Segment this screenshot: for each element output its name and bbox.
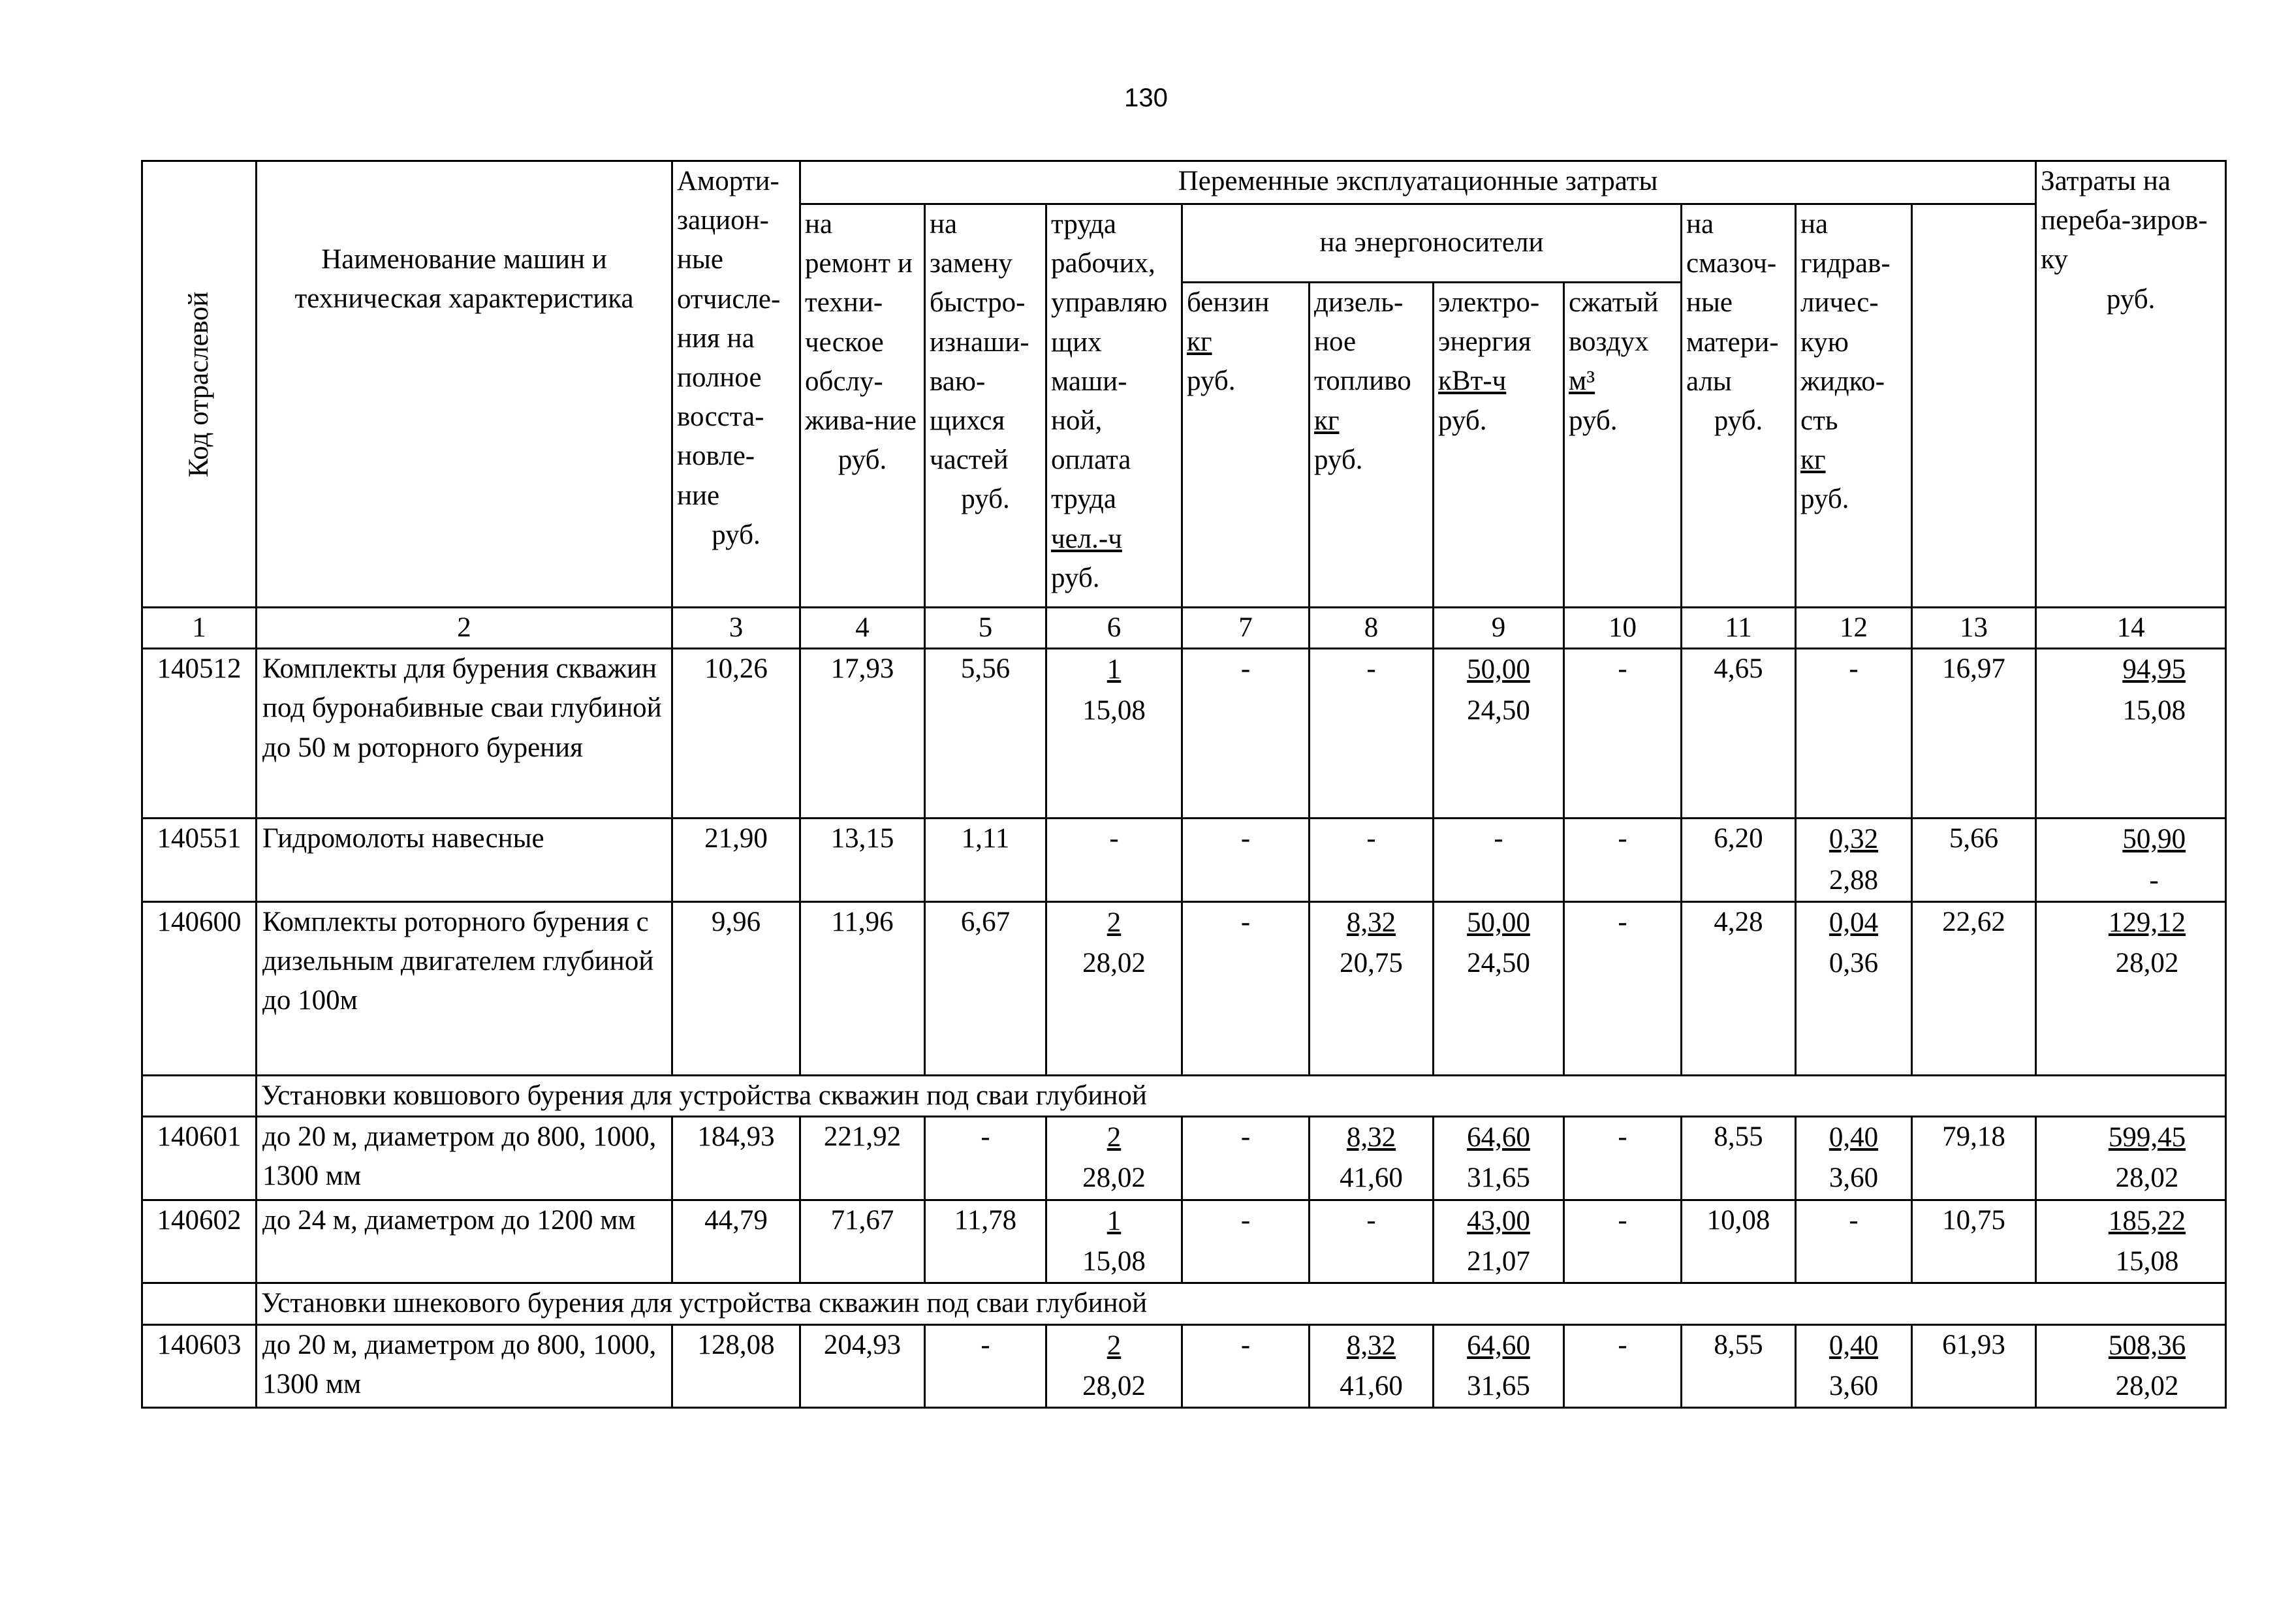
table-row <box>142 649 2226 819</box>
amortization: 128,08 <box>672 1324 800 1408</box>
column-number: 2 <box>257 608 672 649</box>
compressed-air: - <box>1564 1200 1682 1283</box>
header-name: Наименование машин и техническая характеристика <box>257 161 672 608</box>
table-row <box>142 1324 2226 1408</box>
column-number: 8 <box>1310 608 1434 649</box>
column-number: 14 <box>2036 608 2226 649</box>
parts-replacement: - <box>925 1324 1046 1408</box>
relocation-cost: 22,62 <box>1912 901 2036 1075</box>
column-number: 1 <box>142 608 257 649</box>
group-heading: Установки шнекового бурения для устройства скважин под сваи глубиной <box>257 1283 2226 1324</box>
petrol: - <box>1182 819 1310 902</box>
header-lubricant: на смазоч-ные матери-алы руб. <box>1682 204 1796 608</box>
labor: $\frac{2}{28,02}$ <box>1046 1117 1182 1200</box>
amortization: 21,90 <box>672 819 800 902</box>
labor: $\frac{1}{15,08}$ <box>1046 649 1182 819</box>
relocation-cost: 61,93 <box>1912 1324 2036 1408</box>
header-electric: электро-энергия кВт-ч руб. <box>1434 283 1564 608</box>
machine-name: до 24 м, диаметром до 1200 мм <box>257 1200 672 1283</box>
labor: $\frac{2}{28,02}$ <box>1046 901 1182 1075</box>
hydraulic-fluid: - <box>1796 649 1912 819</box>
group-code-empty <box>142 1075 257 1116</box>
machine-code: 140601 <box>142 1117 257 1200</box>
electricity: - <box>1434 819 1564 902</box>
machine-code: 140602 <box>142 1200 257 1283</box>
diesel: - <box>1310 1200 1434 1283</box>
header-replace: на замену быстро-изнаши-ваю-щихся частей руб. <box>925 204 1046 608</box>
machine-code: 140600 <box>142 901 257 1075</box>
machine-name: Комплекты для бурения скважин под буронабивные сваи глубиной до 50 м роторного бурения <box>257 649 672 819</box>
hydraulic-fluid: $\frac{0,40}{3,60}$ <box>1796 1324 1912 1408</box>
table-row <box>142 1117 2226 1200</box>
parts-replacement: 1,11 <box>925 819 1046 902</box>
petrol: - <box>1182 1200 1310 1283</box>
parts-replacement: 5,56 <box>925 649 1046 819</box>
lubricants: 10,08 <box>1682 1200 1796 1283</box>
repair-cost: 221,92 <box>800 1117 925 1200</box>
machine-name: до 20 м, диаметром до 800, 1000, 1300 мм <box>257 1324 672 1408</box>
repair-cost: 13,15 <box>800 819 925 902</box>
header-hydraulic: на гидрав-личес-кую жидко-сть кг руб. <box>1796 204 1912 608</box>
column-number: 9 <box>1434 608 1564 649</box>
column-number: 12 <box>1796 608 1912 649</box>
amortization: 184,93 <box>672 1117 800 1200</box>
page-number: 130 <box>1124 84 1168 112</box>
machine-code: 140551 <box>142 819 257 902</box>
amortization: 44,79 <box>672 1200 800 1283</box>
repair-cost: 17,93 <box>800 649 925 819</box>
table-row <box>142 1200 2226 1283</box>
electricity: $\frac{43,00}{21,07}$ <box>1434 1200 1564 1283</box>
header-amort: Аморти-зацион-ные отчисле-ния на полное восста-новле-ние руб. <box>672 161 800 608</box>
estimate-rate: $\frac{50,90}{-}$ <box>2036 819 2226 902</box>
lubricants: 4,28 <box>1682 901 1796 1075</box>
amortization: 9,96 <box>672 901 800 1075</box>
estimate-rate: $\frac{599,45}{28,02}$ <box>2036 1117 2226 1200</box>
compressed-air: - <box>1564 901 1682 1075</box>
lubricants: 8,55 <box>1682 1117 1796 1200</box>
column-number-row <box>142 608 2226 649</box>
parts-replacement: 6,67 <box>925 901 1046 1075</box>
petrol: - <box>1182 649 1310 819</box>
machine-name: Гидромолоты навесные <box>257 819 672 902</box>
diesel: - <box>1310 819 1434 902</box>
labor: $\frac{1}{15,08}$ <box>1046 1200 1182 1283</box>
hydraulic-fluid: $\frac{0,40}{3,60}$ <box>1796 1117 1912 1200</box>
relocation-cost: 5,66 <box>1912 819 2036 902</box>
header-repair: на ремонт и техни-ческое обслу-жива-ние руб. <box>800 204 925 608</box>
labor: $\frac{2}{28,02}$ <box>1046 1324 1182 1408</box>
machine-code: 140603 <box>142 1324 257 1408</box>
header-relocation: Затраты на переба-зиров-ку руб. <box>2036 161 2226 608</box>
electricity: $\frac{64,60}{31,65}$ <box>1434 1324 1564 1408</box>
repair-cost: 11,96 <box>800 901 925 1075</box>
hydraulic-fluid: $\frac{0,32}{2,88}$ <box>1796 819 1912 902</box>
hydraulic-fluid: $\frac{0,04}{0,36}$ <box>1796 901 1912 1075</box>
machine-name: Комплекты роторного бурения с дизельным двигателем глубиной до 100м <box>257 901 672 1075</box>
header-variable-costs: Переменные эксплуатационные затраты <box>800 161 2036 204</box>
electricity: $\frac{50,00}{24,50}$ <box>1434 649 1564 819</box>
estimate-rate: $\frac{185,22}{15,08}$ <box>2036 1200 2226 1283</box>
petrol: - <box>1182 901 1310 1075</box>
column-number: 7 <box>1182 608 1310 649</box>
compressed-air: - <box>1564 1117 1682 1200</box>
petrol: - <box>1182 1117 1310 1200</box>
group-heading-row <box>142 1283 2226 1324</box>
group-heading: Установки ковшового бурения для устройства скважин под сваи глубиной <box>257 1075 2226 1116</box>
machine-name: до 20 м, диаметром до 800, 1000, 1300 мм <box>257 1117 672 1200</box>
parts-replacement: - <box>925 1117 1046 1200</box>
column-number: 11 <box>1682 608 1796 649</box>
column-number: 13 <box>1912 608 2036 649</box>
electricity: $\frac{64,60}{31,65}$ <box>1434 1117 1564 1200</box>
amortization: 10,26 <box>672 649 800 819</box>
repair-cost: 71,67 <box>800 1200 925 1283</box>
header-diesel: дизель-ное топливо кг руб. <box>1310 283 1434 608</box>
table-row <box>142 901 2226 1075</box>
estimate-rate: $\frac{508,36}{28,02}$ <box>2036 1324 2226 1408</box>
header-code: Код отраслевой <box>142 161 257 608</box>
table-row <box>142 819 2226 902</box>
diesel: - <box>1310 649 1434 819</box>
lubricants: 6,20 <box>1682 819 1796 902</box>
column-number: 10 <box>1564 608 1682 649</box>
relocation-cost: 16,97 <box>1912 649 2036 819</box>
header-air: сжатый воздух м³ руб. <box>1564 283 1682 608</box>
lubricants: 4,65 <box>1682 649 1796 819</box>
compressed-air: - <box>1564 1324 1682 1408</box>
diesel: $\frac{8,32}{41,60}$ <box>1310 1117 1434 1200</box>
relocation-cost: 79,18 <box>1912 1117 2036 1200</box>
header-petrol: бензин кг руб. <box>1182 283 1310 608</box>
hydraulic-fluid: - <box>1796 1200 1912 1283</box>
column-number: 3 <box>672 608 800 649</box>
column-number: 4 <box>800 608 925 649</box>
diesel: $\frac{8,32}{20,75}$ <box>1310 901 1434 1075</box>
electricity: $\frac{50,00}{24,50}$ <box>1434 901 1564 1075</box>
repair-cost: 204,93 <box>800 1324 925 1408</box>
estimate-rate: $\frac{94,95}{15,08}$ <box>2036 649 2226 819</box>
compressed-air: - <box>1564 819 1682 902</box>
column-number: 6 <box>1046 608 1182 649</box>
header-energy: на энергоносители <box>1182 204 1682 283</box>
group-code-empty <box>142 1283 257 1324</box>
labor: - <box>1046 819 1182 902</box>
machine-cost-table <box>141 160 2227 1409</box>
relocation-cost: 10,75 <box>1912 1200 2036 1283</box>
estimate-rate: $\frac{129,12}{28,02}$ <box>2036 901 2226 1075</box>
petrol: - <box>1182 1324 1310 1408</box>
column-number: 5 <box>925 608 1046 649</box>
group-heading-row <box>142 1075 2226 1116</box>
header-labor: труда рабочих, управляю щих маши-ной, оплата труда чел.-ч руб. <box>1046 204 1182 608</box>
machine-code: 140512 <box>142 649 257 819</box>
diesel: $\frac{8,32}{41,60}$ <box>1310 1324 1434 1408</box>
lubricants: 8,55 <box>1682 1324 1796 1408</box>
compressed-air: - <box>1564 649 1682 819</box>
parts-replacement: 11,78 <box>925 1200 1046 1283</box>
